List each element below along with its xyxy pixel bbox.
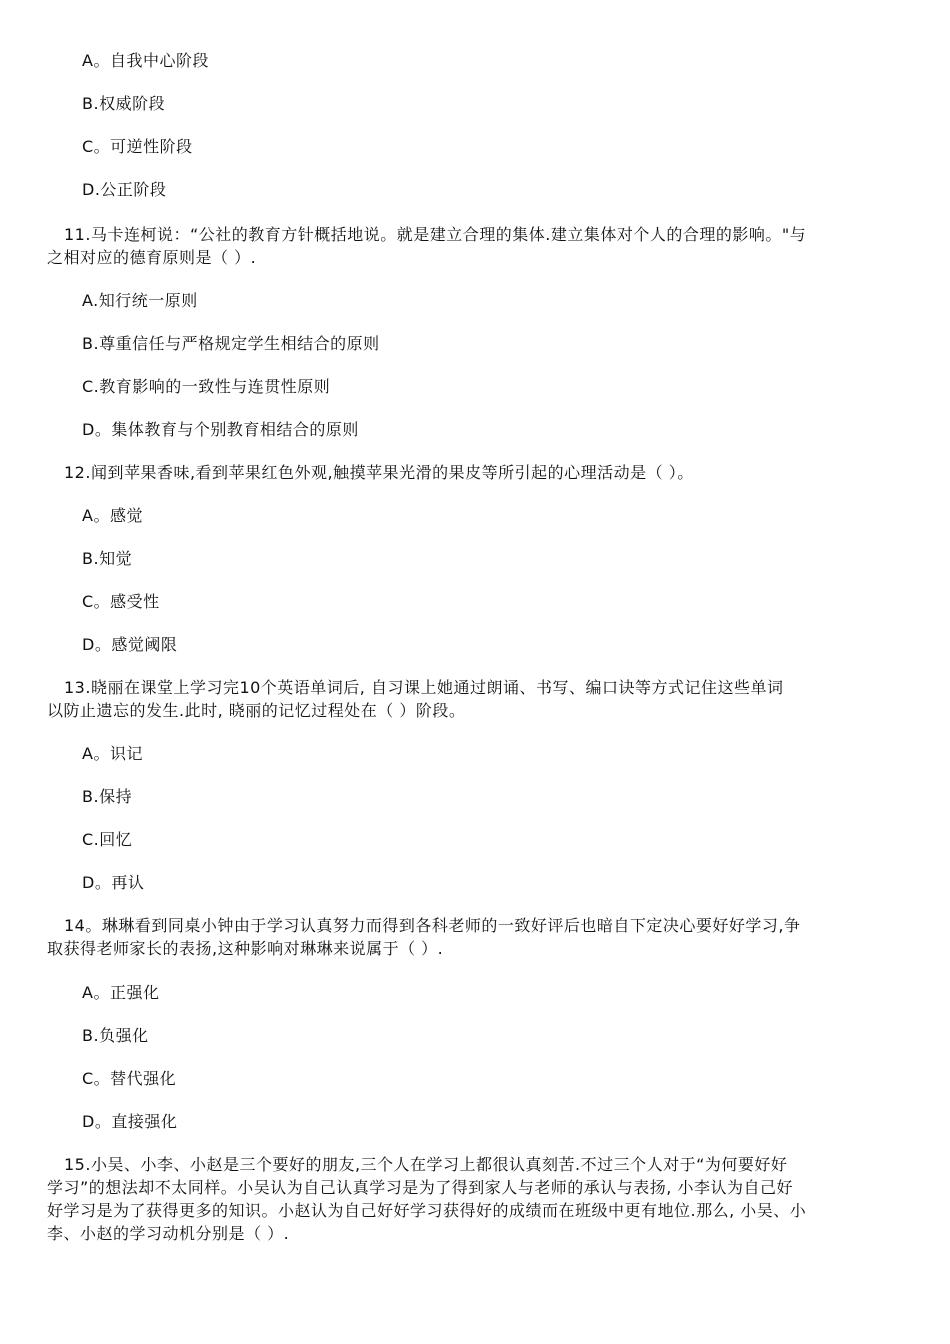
question-15: 15.小吴、小李、小赵是三个要好的朋友,三个人在学习上都很认真刻苦.不过三个人对于“为何要好好	[64, 1155, 788, 1174]
option-11-c: C.教育影响的一致性与连贯性原则	[82, 377, 331, 396]
option-13-d: D。再认	[82, 873, 145, 892]
option-12-b: B.知觉	[82, 549, 133, 568]
option-14-d: D。直接强化	[82, 1112, 178, 1131]
option-13-a: A。识记	[82, 744, 143, 763]
question-14-cont: 取获得老师家长的表扬,这种影响对琳琳来说属于（ ）.	[47, 939, 444, 958]
option-14-c: C。替代强化	[82, 1069, 177, 1088]
option-13-b: B.保持	[82, 787, 133, 806]
option-14-a: A。正强化	[82, 983, 160, 1002]
question-13-cont: 以防止遗忘的发生.此时, 晓丽的记忆过程处在（ ）阶段。	[47, 701, 466, 720]
option-12-c: C。感受性	[82, 592, 160, 611]
question-15-cont-2: 好学习是为了获得更多的知识。小赵认为自己好好学习获得好的成绩而在班级中更有地位.那么, 小吴、小	[47, 1201, 807, 1220]
option-11-d: D。集体教育与个别教育相结合的原则	[82, 420, 359, 439]
option-10-b: B.权威阶段	[82, 94, 166, 113]
question-12: 12.闻到苹果香味,看到苹果红色外观,触摸苹果光滑的果皮等所引起的心理活动是（ ）。	[64, 463, 694, 482]
question-14: 14。琳琳看到同桌小钟由于学习认真努力而得到各科老师的一致好评后也暗自下定决心要好好学习,争	[64, 916, 801, 935]
option-11-a: A.知行统一原则	[82, 291, 198, 310]
option-10-c: C。可逆性阶段	[82, 137, 193, 156]
option-12-d: D。感觉阈限	[82, 635, 178, 654]
question-11-cont: 之相对应的德育原则是（ ）.	[47, 248, 257, 267]
option-14-b: B.负强化	[82, 1026, 149, 1045]
option-12-a: A。感觉	[82, 506, 143, 525]
question-15-cont-3: 李、小赵的学习动机分别是（ ）.	[47, 1224, 290, 1243]
question-13: 13.晓丽在课堂上学习完10个英语单词后, 自习课上她通过朗诵、书写、编口诀等方式记住这些单词	[64, 678, 784, 697]
option-13-c: C.回忆	[82, 830, 133, 849]
question-11: 11.马卡连柯说：“公社的教育方针概括地说。就是建立合理的集体.建立集体对个人的合理的影响。"与	[64, 225, 807, 244]
option-11-b: B.尊重信任与严格规定学生相结合的原则	[82, 334, 380, 353]
question-15-cont-1: 学习”的想法却不太同样。小吴认为自己认真学习是为了得到家人与老师的承认与表扬, 小李认为自己好	[47, 1178, 793, 1197]
option-10-d: D.公正阶段	[82, 180, 167, 199]
option-10-a: A。自我中心阶段	[82, 51, 209, 70]
